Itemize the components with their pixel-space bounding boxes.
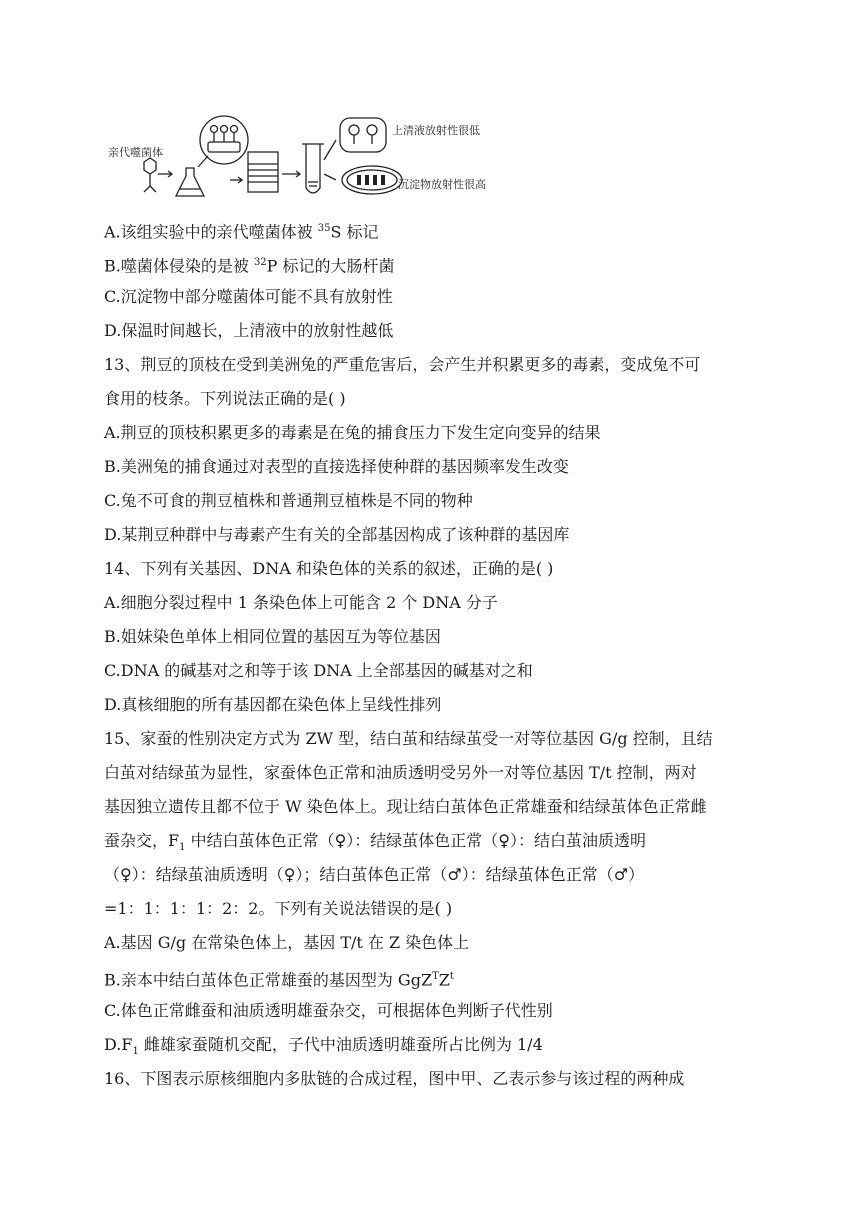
option-12d: D.保温时间越长，上清液中的放射性越低 — [104, 321, 394, 340]
phage-icon — [144, 158, 156, 174]
option-13c: C.兔不可食的荆豆植株和普通荆豆植株是不同的物种 — [104, 491, 473, 510]
option-14a: A.细胞分裂过程中 1 条染色体上可能含 2 个 DNA 分子 — [104, 593, 498, 612]
option-13d: D.某荆豆种群中与毒素产生有关的全部基因构成了该种群的基因库 — [104, 525, 570, 544]
question-15-line4: 蚕杂交，$F_1$ 中结白茧体色正常（♀）：结绿茧体色正常（♀）：结白茧油质透明 — [104, 831, 646, 854]
parent-phage-label: 亲代噬菌体 — [108, 146, 163, 159]
question-15-line1: 15、家蚕的性别决定方式为 ZW 型，结白茧和结绿茧受一对等位基因 G/g 控制，且结 — [104, 729, 713, 748]
option-12b: B.噬菌体侵染的是被 $^{32}$P 标记的大肠杆菌 — [104, 256, 395, 276]
question-16-line1: 16、下图表示原核细胞内多肽链的合成过程，图中甲、乙表示参与该过程的两种成 — [104, 1069, 685, 1088]
option-14c: C.DNA 的碱基对之和等于该 DNA 上全部基因的碱基对之和 — [104, 661, 533, 680]
experiment-diagram-drawing — [100, 112, 520, 202]
option-15c: C.体色正常雌蚕和油质透明雄蚕杂交，可根据体色判断子代性别 — [104, 1001, 553, 1020]
option-12c: C.沉淀物中部分噬菌体可能不具有放射性 — [104, 287, 393, 306]
sediment-label: 沉淀物放射性很高 — [398, 178, 486, 191]
question-15-line5: （♀）：结绿茧油质透明（♀）；结白茧体色正常（♂）：结绿茧体色正常（♂） — [104, 865, 645, 884]
blender-icon — [248, 152, 278, 192]
option-15b: B.亲本中结白茧体色正常雄蚕的基因型为 $GgZ^TZ^t$ — [104, 970, 454, 990]
question-13-line1: 13、荆豆的顶枝在受到美洲兔的严重危害后，会产生并积累更多的毒素，变成兔不可 — [104, 355, 701, 374]
option-15a: A.基因 G/g 在常染色体上，基因 T/t 在 Z 染色体上 — [104, 933, 470, 952]
question-14: 14、下列有关基因、DNA 和染色体的关系的叙述，正确的是( ) — [104, 559, 554, 578]
option-13b: B.美洲兔的捕食通过对表型的直接选择使种群的基因频率发生改变 — [104, 457, 569, 476]
flask-icon — [176, 168, 204, 196]
supernatant-icon — [340, 118, 386, 152]
option-12a: A.该组实验中的亲代噬菌体被 $^{35}$S 标记 — [104, 222, 379, 242]
question-15-line6: =1：1：1：1：2：2。下列有关说法错误的是( ) — [104, 899, 453, 918]
supernatant-label: 上清液放射性很低 — [392, 124, 480, 137]
option-14d: D.真核细胞的所有基因都在染色体上呈线性排列 — [104, 695, 442, 714]
option-15d: $D.F_1$ 雌雄家蚕随机交配，子代中油质透明雄蚕所占比例为 1/4 — [104, 1035, 543, 1058]
question-15-line2: 白茧对结绿茧为显性，家蚕体色正常和油质透明受另外一对等位基因 T/t 控制，两对 — [104, 763, 697, 782]
experiment-figure — [100, 112, 520, 202]
question-13-line2: 食用的枝条。下列说法正确的是( ) — [104, 389, 346, 408]
option-14b: B.姐妹染色单体上相同位置的基因互为等位基因 — [104, 627, 441, 646]
option-13a: A.荆豆的顶枝积累更多的毒素是在兔的捕食压力下发生定向变异的结果 — [104, 423, 601, 442]
question-15-line3: 基因独立遗传且都不位于 W 染色体上。现让结白茧体色正常雄蚕和结绿茧体色正常雌 — [104, 797, 707, 816]
